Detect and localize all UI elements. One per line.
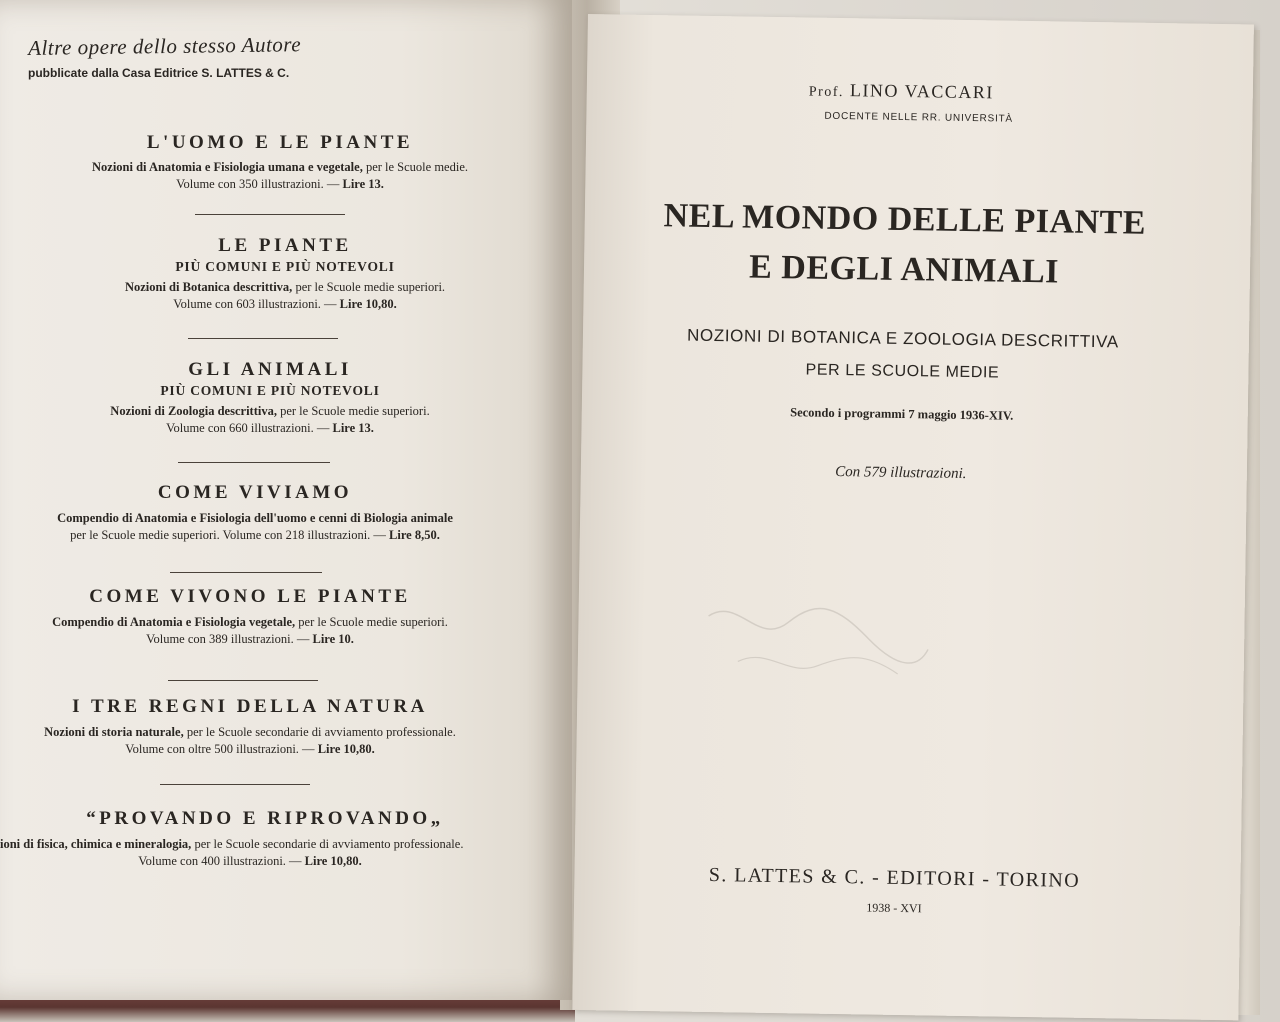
divider xyxy=(170,572,322,573)
book-title: I TRE REGNI DELLA NATURA xyxy=(72,696,428,717)
book-volume: Volume con 603 illustrazioni. — Lire 10,80. xyxy=(173,297,397,311)
book-title: LE PIANTE xyxy=(218,235,352,256)
left-page xyxy=(0,0,572,1000)
publisher-note: pubblicate dalla Casa Editrice S. LATTES & C. xyxy=(28,66,290,80)
faint-pencil-inscription xyxy=(697,576,939,700)
book-entry xyxy=(0,808,500,870)
book-volume: Volume con oltre 500 illustrazioni. — Lire 10,80. xyxy=(125,742,375,756)
book-title: GLI ANIMALI xyxy=(188,359,352,380)
book-volume: Volume con 389 illustrazioni. — Lire 10. xyxy=(146,632,354,646)
book-entry xyxy=(40,235,530,313)
book-subtitle-line-1: NOZIONI DI BOTANICA E ZOOLOGIA DESCRITTIVA xyxy=(686,325,1119,352)
divider xyxy=(178,462,330,463)
author-line: Prof. LINO VACCARI xyxy=(808,80,994,103)
divider xyxy=(188,338,338,339)
publisher-line: S. LATTES & C. - EDITORI - TORINO xyxy=(708,864,1081,892)
divider xyxy=(195,214,345,215)
book-entry xyxy=(0,482,510,544)
book-volume: Volume con 350 illustrazioni. — Lire 13. xyxy=(176,177,384,191)
illustrations-note: Con 579 illustrazioni. xyxy=(835,463,967,483)
divider xyxy=(168,680,318,681)
book-description: Compendio di Anatomia e Fisiologia vegetale, per le Scuole medie superiori. xyxy=(52,615,448,629)
author-position: DOCENTE NELLE RR. UNIVERSITÀ xyxy=(824,110,1014,125)
book-description: Compendio di Anatomia e Fisiologia dell'uomo e cenni di Biologia animale xyxy=(57,511,453,525)
book-title: L'UOMO E LE PIANTE xyxy=(146,132,414,153)
other-works-heading: Altre opere dello stesso Autore xyxy=(28,32,302,60)
book-volume: Volume con 400 illustrazioni. — Lire 10,80. xyxy=(138,854,362,868)
book-entry xyxy=(0,696,500,758)
book-entry xyxy=(40,132,520,193)
book-description: ioni di fisica, chimica e mineralogia, per le Scuole secondarie di avviamento professionale. xyxy=(0,837,464,851)
publication-year: 1938 - XVI xyxy=(866,900,922,916)
book-subtitle: PIÙ COMUNI E PIÙ NOTEVOLI xyxy=(160,383,380,398)
book-title: “PROVANDO E RIPROVANDO„ xyxy=(86,808,444,829)
right-page xyxy=(572,14,1254,1020)
book-description: Nozioni di Botanica descrittiva, per le Scuole medie superiori. xyxy=(124,280,446,294)
book-title: COME VIVIAMO xyxy=(157,482,353,503)
book-description: Nozioni di storia naturale, per le Scuole secondarie di avviamento professionale. xyxy=(44,725,456,739)
divider xyxy=(160,784,310,785)
book-subtitle: PIÙ COMUNI E PIÙ NOTEVOLI xyxy=(175,259,395,274)
book-volume: Volume con 660 illustrazioni. — Lire 13. xyxy=(166,421,374,435)
book-title-line-2: E DEGLI ANIMALI xyxy=(748,248,1060,291)
book-title: COME VIVONO LE PIANTE xyxy=(89,586,411,607)
book-title-line-1: NEL MONDO DELLE PIANTE xyxy=(663,197,1147,242)
book-subtitle-line-2: PER LE SCUOLE MEDIE xyxy=(805,361,1000,382)
book-entry xyxy=(20,359,520,437)
book-description: Nozioni di Anatomia e Fisiologia umana e vegetale, per le Scuole medie. xyxy=(92,160,468,174)
book-entry xyxy=(0,586,500,648)
book-description: Nozioni di Zoologia descrittiva, per le Scuole medie superiori. xyxy=(110,404,430,418)
book-volume: per le Scuole medie superiori. Volume con 218 illustrazioni. — Lire 8,50. xyxy=(70,528,440,542)
programs-note: Secondo i programmi 7 maggio 1936-XIV. xyxy=(790,405,1014,423)
